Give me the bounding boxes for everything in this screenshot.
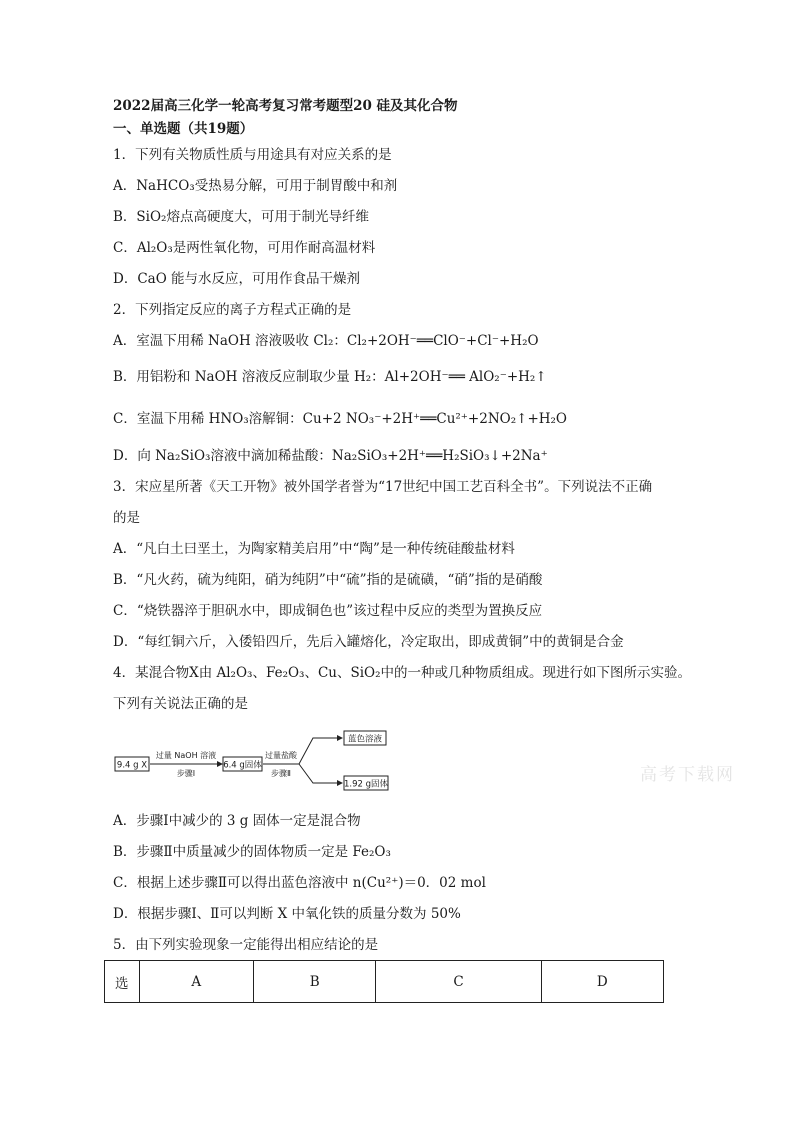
q1-option-b: B．SiO₂熔点高硬度大，可用于制光导纤维 [113, 209, 369, 225]
q1-option-a: A．NaHCO₃受热易分解，可用于制胃酸中和剂 [113, 178, 398, 194]
watermark-text: 高考下载网 [640, 765, 735, 785]
q4-flow-diagram [113, 720, 403, 794]
box-blue-solution-label: 蓝色溶液 [347, 734, 383, 745]
document-title: 2022届高三化学一轮高考复习常考题型20 硅及其化合物 [113, 98, 458, 114]
box-sample-label: 9.4 g X [116, 760, 148, 771]
branch-lower-head [337, 780, 343, 786]
box-solid-6-4-label: 6.4 g固体 [223, 760, 262, 771]
q1-stem: 1．下列有关物质性质与用途具有对应关系的是 [113, 147, 392, 163]
box-solid-1-92-label: 1.92 g固体 [343, 779, 389, 790]
q2-option-c: C．室温下用稀 HNO₃溶解铜：Cu+2 NO₃⁻+2H⁺══Cu²⁺+2NO₂↑+H₂O [113, 411, 568, 427]
q5-table [104, 960, 664, 1003]
branch-upper-head [337, 735, 343, 741]
section-heading: 一、单选题（共19题） [113, 121, 254, 137]
q4-stem: 4．某混合物X由 Al₂O₃、Fe₂O₃、Cu、SiO₂中的一种或几种物质组成。现进行如下图所示实验。 [113, 665, 692, 681]
q3-option-c: C．“烧铁器淬于胆矾水中，即成铜色也”该过程中反应的类型为置换反应 [113, 603, 543, 619]
arrow-step1-top: 过量 NaOH 溶液 [155, 751, 217, 760]
q3-option-a: A．“凡白土曰垩土，为陶家精美启用”中“陶”是一种传统硅酸盐材料 [113, 541, 515, 557]
q4-stem-cont: 下列有关说法正确的是 [113, 696, 248, 712]
branch-lower [299, 764, 337, 783]
q3-option-d: D．“每红铜六斤，入倭铅四斤，先后入罐熔化，冷定取出，即成黄铜”中的黄铜是合金 [113, 634, 624, 650]
q3-stem: 3．宋应星所著《天工开物》被外国学者誉为“17世纪中国工艺百科全书”。下列说法不正确 [113, 479, 653, 495]
q5-stem: 5．由下列实验现象一定能得出相应结论的是 [113, 937, 379, 953]
q2-option-a: A．室温下用稀 NaOH 溶液吸收 Cl₂：Cl₂+2OH⁻══ClO⁻+Cl⁻+H₂O [113, 333, 539, 349]
table-row [105, 961, 664, 1003]
table-cell: 选 [105, 961, 140, 1003]
q2-option-b: B．用铝粉和 NaOH 溶液反应制取少量 H₂：Al+2OH⁻══ AlO₂⁻+H₂↑ [113, 369, 547, 385]
q2-stem: 2．下列指定反应的离子方程式正确的是 [113, 302, 352, 318]
arrow-step1-bottom: 步骤Ⅰ [176, 769, 196, 778]
q4-option-c: C．根据上述步骤Ⅱ可以得出蓝色溶液中 n(Cu²⁺)＝0．02 mol [113, 875, 486, 891]
q2-option-d: D．向 Na₂SiO₃溶液中滴加稀盐酸：Na₂SiO₃+2H⁺══H₂SiO₃↓+2Na⁺ [113, 448, 548, 464]
table-cell: D [541, 961, 663, 1003]
table-cell: A [139, 961, 254, 1003]
q1-option-d: D．CaO 能与水反应，可用作食品干燥剂 [113, 271, 361, 287]
q3-stem-cont: 的是 [113, 510, 140, 526]
arrow-step2-top: 过量盐酸 [265, 751, 297, 760]
table-cell: B [254, 961, 376, 1003]
q4-option-d: D．根据步骤Ⅰ、Ⅱ可以判断 X 中氧化铁的质量分数为 50% [113, 906, 461, 922]
table-cell: C [376, 961, 541, 1003]
q4-option-a: A．步骤Ⅰ中减少的 3 g 固体一定是混合物 [113, 813, 361, 829]
q1-option-c: C．Al₂O₃是两性氧化物，可用作耐高温材料 [113, 240, 376, 256]
q4-option-b: B．步骤Ⅱ中质量减少的固体物质一定是 Fe₂O₃ [113, 844, 391, 860]
branch-upper [299, 738, 337, 764]
arrow-step2-bottom: 步骤Ⅱ [271, 769, 291, 778]
arrow-step1-head [217, 761, 223, 767]
q3-option-b: B．“凡火药，硫为纯阳，硝为纯阴”中“硫”指的是硫磺，“硝”指的是硝酸 [113, 572, 543, 588]
